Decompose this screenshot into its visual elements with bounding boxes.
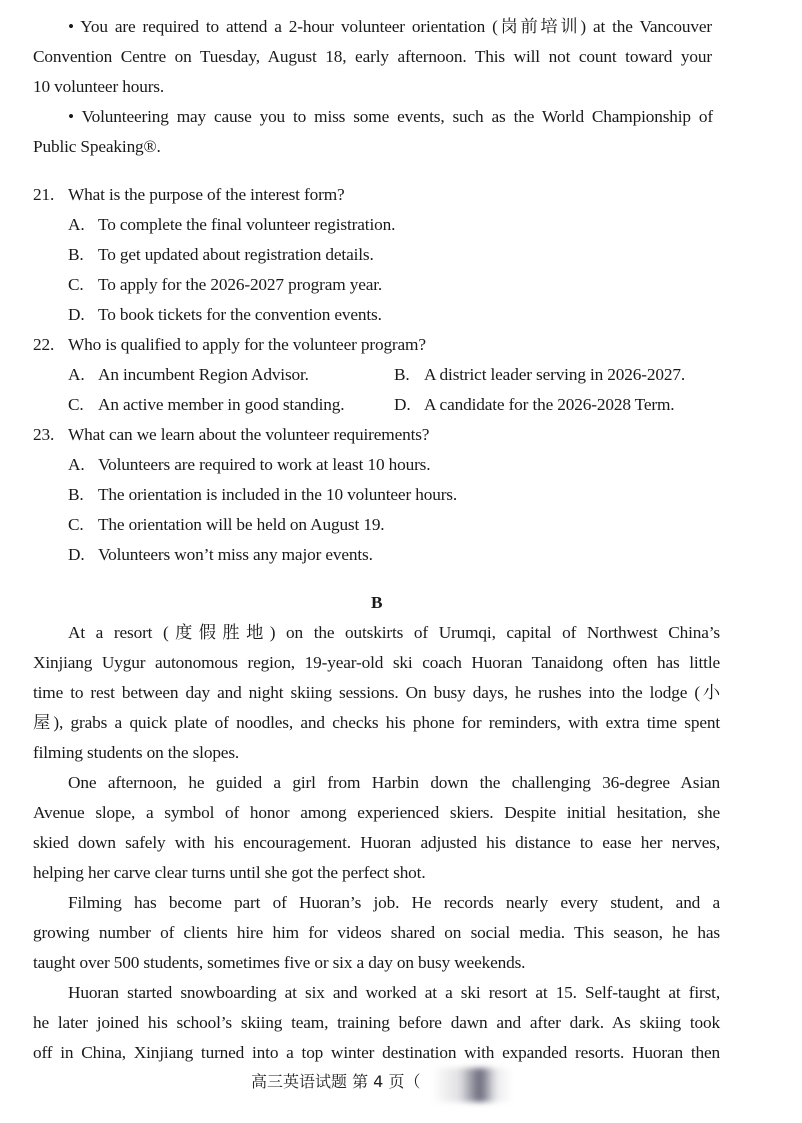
option-22-a[interactable] (68, 364, 309, 386)
paragraph-1-line-2: Xinjiang Uygur autonomous region, 19-year-old ski coach Huoran Tanaidong often has little (33, 653, 720, 672)
option-21-d[interactable] (68, 304, 382, 326)
section-title-b: B (371, 593, 383, 612)
paragraph-4-line-2: he later joined his school’s skiing team, training before dawn and after dark. As skiing took (33, 1013, 720, 1032)
option-text: To complete the final volunteer registration. (98, 215, 396, 234)
paragraph-4-line-1: Huoran started snowboarding at six and worked at a ski resort at 15. Self-taught at first, (68, 983, 720, 1002)
paragraph-1-line-4: 屋), grabs a quick plate of noodles, and checks his phone for reminders, with extra time spent (33, 713, 720, 732)
paragraph-4-line-3: off in China, Xinjiang turned into a top winter destination with expanded resorts. Huoran then (33, 1043, 720, 1062)
question-stem: Who is qualified to apply for the volunteer program? (68, 335, 426, 354)
question-23 (33, 424, 429, 446)
option-letter: A. (68, 215, 85, 234)
option-letter: A. (68, 365, 85, 384)
bullet-orientation-line-3: 10 volunteer hours. (33, 77, 165, 96)
option-text: To book tickets for the convention events. (98, 305, 382, 324)
question-22 (33, 334, 426, 356)
question-number: 23. (33, 425, 55, 444)
option-text: A district leader serving in 2026-2027. (424, 365, 685, 384)
option-text: An incumbent Region Advisor. (98, 365, 309, 384)
paragraph-1-line-5: filming students on the slopes. (33, 743, 240, 762)
option-letter: D. (68, 305, 85, 324)
redacted-blur-region (432, 1068, 512, 1102)
option-23-c[interactable] (68, 514, 384, 536)
option-21-c[interactable] (68, 274, 382, 296)
option-letter: B. (68, 485, 84, 504)
bullet-events-line-1: • Volunteering may cause you to miss some events, such as the World Championship of (68, 107, 713, 126)
option-text: A candidate for the 2026-2028 Term. (424, 395, 675, 414)
page-footer: 高三英语试题 第 4 页（ (251, 1072, 421, 1091)
option-22-c[interactable] (68, 394, 344, 416)
paragraph-2-line-4: helping her carve clear turns until she got the perfect shot. (33, 863, 426, 882)
option-letter: D. (68, 545, 85, 564)
paragraph-1-line-3: time to rest between day and night skiing sessions. On busy days, he rushes into the lodge (小 (33, 683, 720, 702)
option-23-b[interactable] (68, 484, 457, 506)
option-letter: D. (394, 395, 411, 414)
option-22-d[interactable] (394, 394, 674, 416)
question-stem: What is the purpose of the interest form? (68, 185, 345, 204)
paragraph-2-line-3: skied down safely with his encouragement. Huoran adjusted his distance to ease her nerves, (33, 833, 720, 852)
option-text: The orientation will be held on August 19. (98, 515, 385, 534)
option-text: To get updated about registration details. (98, 245, 374, 264)
paragraph-3-line-3: taught over 500 students, sometimes five or six a day on busy weekends. (33, 953, 526, 972)
option-21-b[interactable] (68, 244, 374, 266)
bullet-orientation-line-1: • You are required to attend a 2-hour volunteer orientation (岗前培训) at the Vancouver (68, 17, 712, 36)
question-number: 22. (33, 335, 55, 354)
option-text: Volunteers won’t miss any major events. (98, 545, 373, 564)
option-22-b[interactable] (394, 364, 685, 386)
option-letter: A. (68, 455, 85, 474)
bullet-orientation-line-2: Convention Centre on Tuesday, August 18, early afternoon. This will not count toward your (33, 47, 712, 66)
option-letter: C. (68, 515, 84, 534)
bullet-events-line-2: Public Speaking®. (33, 137, 161, 156)
option-text: Volunteers are required to work at least 10 hours. (98, 455, 431, 474)
paragraph-1-line-1: At a resort (度假胜地) on the outskirts of Urumqi, capital of Northwest China’s (68, 623, 720, 642)
paragraph-2-line-2: Avenue slope, a symbol of honor among experienced skiers. Despite initial hesitation, she (33, 803, 720, 822)
paragraph-3-line-2: growing number of clients hire him for videos shared on social media. This season, he has (33, 923, 720, 942)
option-23-a[interactable] (68, 454, 430, 476)
question-stem: What can we learn about the volunteer requirements? (68, 425, 430, 444)
question-number: 21. (33, 185, 55, 204)
paragraph-3-line-1: Filming has become part of Huoran’s job. He records nearly every student, and a (68, 893, 720, 912)
option-letter: B. (68, 245, 84, 264)
option-21-a[interactable] (68, 214, 395, 236)
option-letter: C. (68, 275, 84, 294)
question-21 (33, 184, 345, 206)
option-23-d[interactable] (68, 544, 373, 566)
paragraph-2-line-1: One afternoon, he guided a girl from Harbin down the challenging 36-degree Asian (68, 773, 720, 792)
option-letter: C. (68, 395, 84, 414)
option-text: An active member in good standing. (98, 395, 345, 414)
option-text: The orientation is included in the 10 volunteer hours. (98, 485, 458, 504)
option-letter: B. (394, 365, 410, 384)
option-text: To apply for the 2026-2027 program year. (98, 275, 383, 294)
